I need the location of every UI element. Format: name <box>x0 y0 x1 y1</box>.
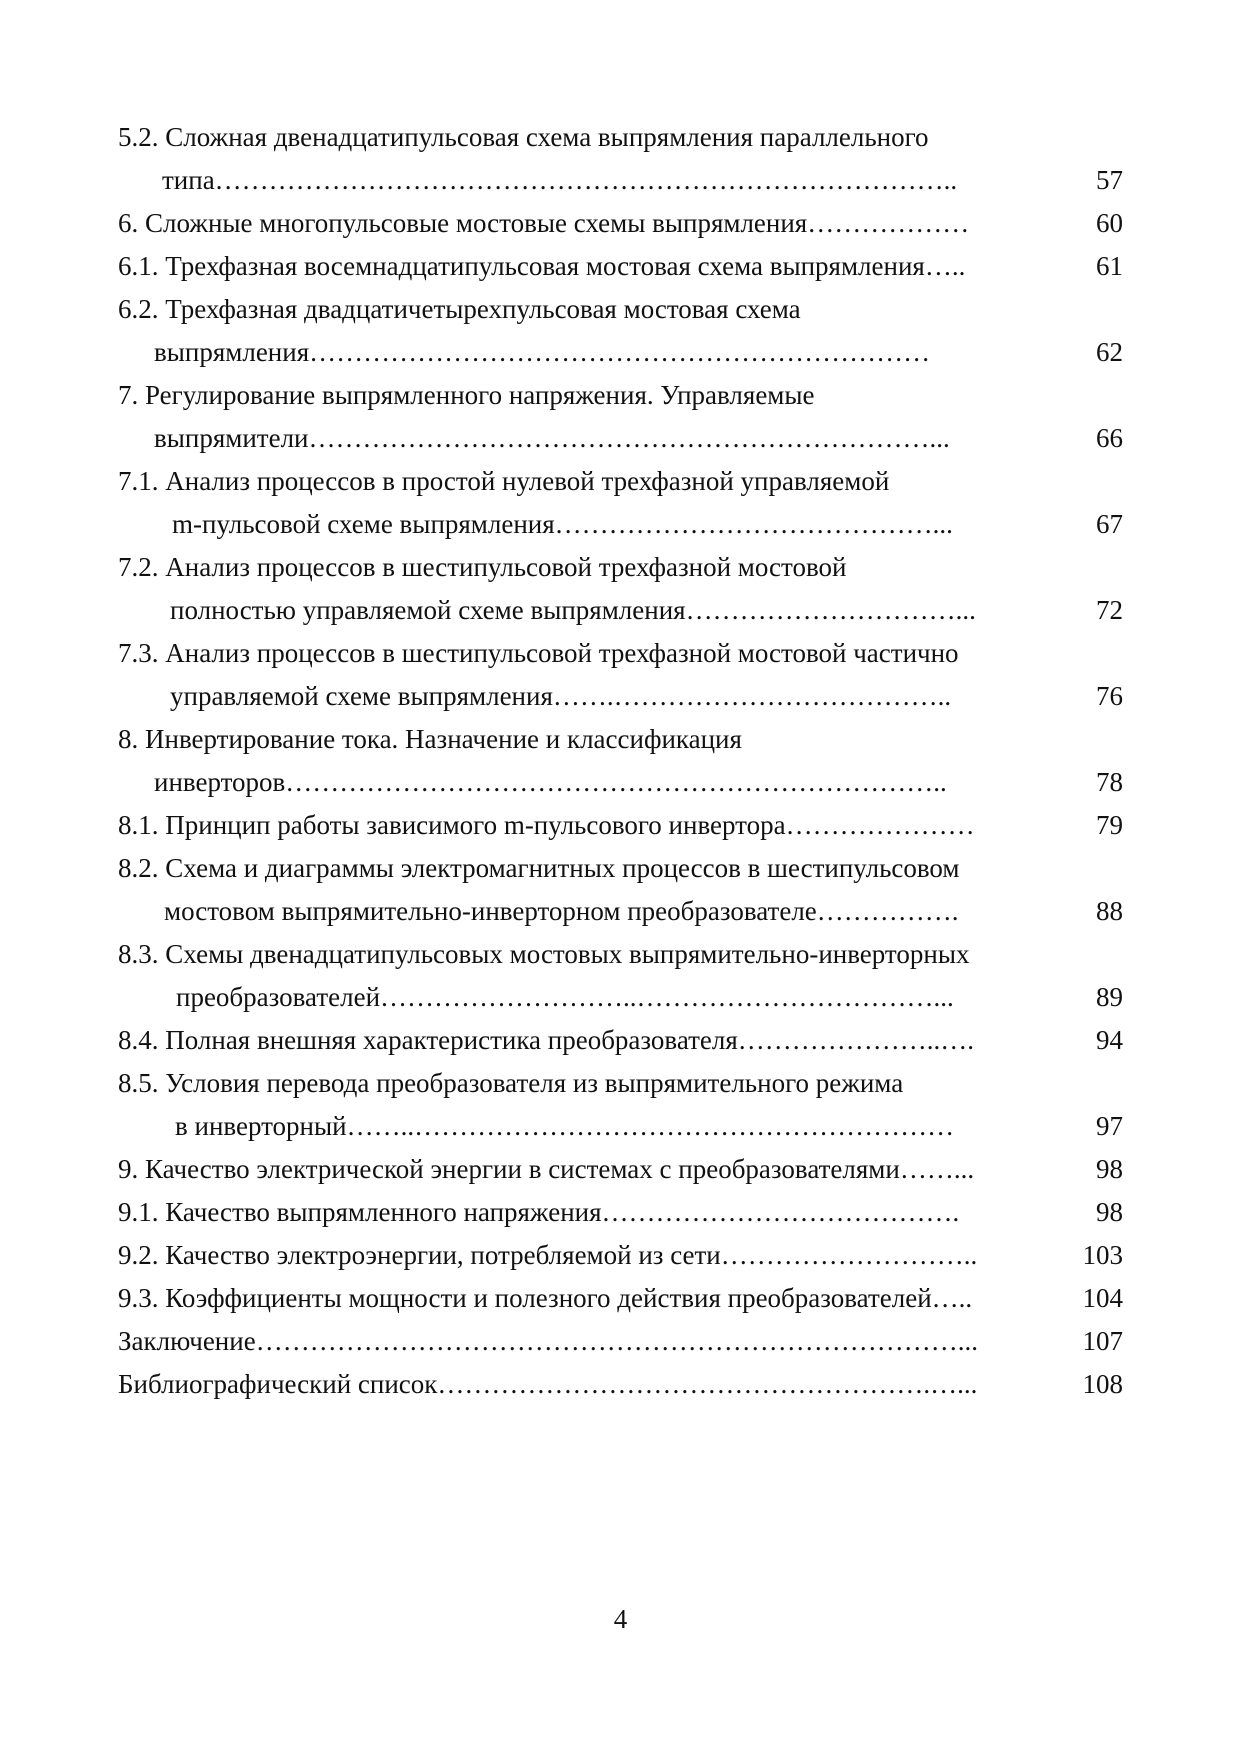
toc-page-number: 98 <box>1096 1197 1123 1227</box>
toc-entry-9-3 <box>118 1277 1123 1320</box>
toc-entry-8-3-line-2 <box>118 976 1123 1019</box>
toc-entry-6 <box>118 202 1123 245</box>
toc-page-number: 79 <box>1096 810 1123 840</box>
toc-page-number: 61 <box>1096 251 1123 281</box>
toc-page-number: 98 <box>1096 1154 1123 1184</box>
toc-entry-7-3-line-2 <box>118 675 1123 718</box>
toc-page-number: 103 <box>1082 1240 1123 1270</box>
toc-entry-7-1-line-2 <box>118 503 1123 546</box>
toc-entry-8-line-2 <box>118 761 1123 804</box>
toc-page-number: 78 <box>1096 767 1123 797</box>
toc-entry-text: 5.2. Сложная двенадцатипульсовая схема выпрямления параллельного <box>118 122 929 152</box>
toc-entry-7-2-line-2 <box>118 589 1123 632</box>
toc-entry-text: мостовом выпрямительно-инверторном преобразователе……………. <box>164 896 959 926</box>
toc-entry-text: 7.3. Анализ процессов в шестипульсовой трехфазной мостовой частично <box>118 638 959 668</box>
toc-entry-text: 8.4. Полная внешняя характеристика преобразователя…………………..…. <box>118 1025 975 1055</box>
toc-page-number: 60 <box>1096 208 1123 238</box>
toc-entry-text: 7.1. Анализ процессов в простой нулевой трехфазной управляемой <box>118 466 890 496</box>
toc-entry-8-5-line-1 <box>118 1062 1123 1105</box>
toc-entry-text: 9.1. Качество выпрямленного напряжения…………………………………. <box>118 1197 960 1227</box>
toc-entry-text: преобразователей………………………..……………………………... <box>176 982 954 1012</box>
toc-entry-8-2-line-1 <box>118 847 1123 890</box>
toc-page-number: 107 <box>1082 1326 1123 1356</box>
toc-entry-text: 8.3. Схемы двенадцатипульсовых мостовых выпрямительно-инверторных <box>118 939 970 969</box>
toc-entry-6-2-line-1 <box>118 288 1123 331</box>
toc-entry-text: 9.2. Качество электроэнергии, потребляемой из сети……………………….. <box>118 1240 978 1270</box>
toc-entry-8-4 <box>118 1019 1123 1062</box>
toc-entry-text: выпрямители……………………………………………………………... <box>154 423 950 453</box>
toc-entry-bibliography <box>118 1363 1123 1406</box>
toc-entry-text: в инверторный……..…………………………………………………… <box>175 1111 955 1141</box>
toc-page-number: 89 <box>1096 982 1123 1012</box>
toc-entry-text: 6.1. Трехфазная восемнадцатипульсовая мостовая схема выпрямления….. <box>118 251 966 281</box>
toc-page-number: 97 <box>1096 1111 1123 1141</box>
toc-entry-7-3-line-1 <box>118 632 1123 675</box>
toc-entry-text: 8.1. Принцип работы зависимого m-пульсового инвертора………………… <box>118 810 975 840</box>
toc-entry-9 <box>118 1148 1123 1191</box>
toc-entry-text: типа……………………………………………………………………….. <box>162 165 958 195</box>
toc-entry-text: 8. Инвертирование тока. Назначение и классификация <box>118 724 742 754</box>
toc-page-number: 67 <box>1096 509 1123 539</box>
toc-entry-text: Библиографический список……………………………………………….…... <box>118 1369 978 1399</box>
toc-entry-text: 8.2. Схема и диаграммы электромагнитных процессов в шестипульсовом <box>118 853 960 883</box>
toc-entry-text: выпрямления…………………………………………………………… <box>154 337 931 367</box>
toc-page-number: 104 <box>1082 1283 1123 1313</box>
toc-entry-9-1 <box>118 1191 1123 1234</box>
toc-entry-text: инверторов……………………………………………………………….. <box>154 767 947 797</box>
toc-entry-8-2-line-2 <box>118 890 1123 933</box>
toc-page-number: 76 <box>1096 681 1123 711</box>
toc-entry-7-line-2 <box>118 417 1123 460</box>
table-of-contents <box>118 116 1123 1406</box>
toc-entry-7-line-1 <box>118 374 1123 417</box>
toc-page-number: 88 <box>1096 896 1123 926</box>
toc-entry-text: 7.2. Анализ процессов в шестипульсовой трехфазной мостовой <box>118 552 847 582</box>
toc-entry-text: m-пульсовой схеме выпрямления……………………………………... <box>172 509 953 539</box>
toc-entry-text: 8.5. Условия перевода преобразователя из выпрямительного режима <box>118 1068 904 1098</box>
toc-entry-text: Заключение……………………………………………………………………... <box>118 1326 978 1356</box>
page-number: 4 <box>613 1604 628 1634</box>
toc-page-number: 72 <box>1096 595 1123 625</box>
toc-entry-7-1-line-1 <box>118 460 1123 503</box>
toc-entry-8-line-1 <box>118 718 1123 761</box>
toc-entry-text: 6. Сложные многопульсовые мостовые схемы выпрямления……………… <box>118 208 970 238</box>
toc-page-number: 66 <box>1096 423 1123 453</box>
toc-entry-text: 7. Регулирование выпрямленного напряжения. Управляемые <box>118 380 815 410</box>
toc-entry-conclusion <box>118 1320 1123 1363</box>
toc-entry-6-2-line-2 <box>118 331 1123 374</box>
toc-entry-7-2-line-1 <box>118 546 1123 589</box>
toc-entry-8-1 <box>118 804 1123 847</box>
toc-entry-text: 6.2. Трехфазная двадцатичетырехпульсовая мостовая схема <box>118 294 801 324</box>
toc-entry-5-2-line-1 <box>118 116 1123 159</box>
toc-entry-6-1 <box>118 245 1123 288</box>
toc-entry-text: управляемой схеме выпрямления…….……………………………….. <box>170 681 952 711</box>
toc-entry-8-5-line-2 <box>118 1105 1123 1148</box>
toc-entry-text: полностью управляемой схеме выпрямления…………………………... <box>170 595 976 625</box>
toc-page-number: 57 <box>1096 165 1123 195</box>
toc-entry-text: 9. Качество электрической энергии в системах с преобразователями……... <box>118 1154 975 1184</box>
toc-entry-5-2-line-2 <box>118 159 1123 202</box>
toc-page-number: 108 <box>1082 1369 1123 1399</box>
toc-entry-text: 9.3. Коэффициенты мощности и полезного действия преобразователей….. <box>118 1283 973 1313</box>
toc-entry-9-2 <box>118 1234 1123 1277</box>
toc-page-number: 94 <box>1096 1025 1123 1055</box>
toc-entry-8-3-line-1 <box>118 933 1123 976</box>
toc-page-number: 62 <box>1096 337 1123 367</box>
